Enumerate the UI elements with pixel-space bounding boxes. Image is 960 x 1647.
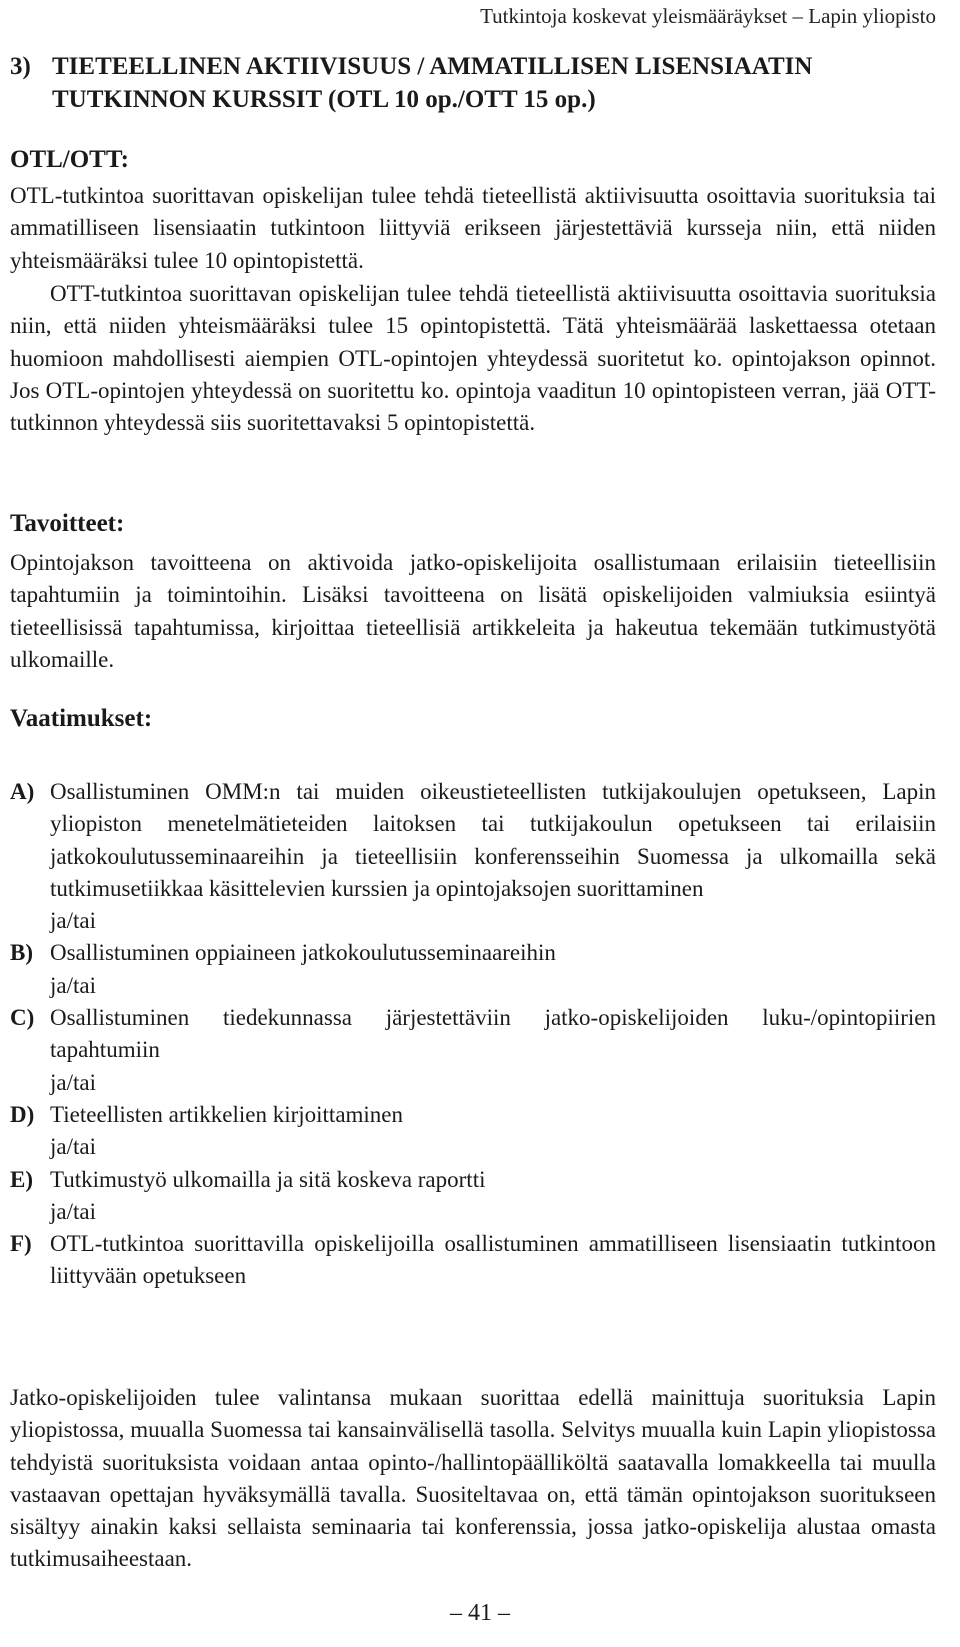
requirement-item-e (10, 1164, 936, 1196)
requirement-letter: A) (10, 779, 35, 804)
requirement-item-d (10, 1099, 936, 1131)
requirement-letter: E) (10, 1166, 33, 1192)
requirements-list (10, 776, 936, 1293)
conjunction: ja/tai (50, 1069, 96, 1095)
conjunction: ja/tai (50, 972, 96, 998)
requirement-item-c (10, 1002, 936, 1067)
closing-paragraph: Jatko-opiskelijoiden tulee valintansa mukaan suorittaa edellä mainittuja suorituksia Lapin yliopistossa, muualla Suomessa tai kansainvälisellä tasolla. Selvitys muualla kuin Lapin yliopistossa tehdyistä suorituksista voidaan antaa opinto-/hallintopäälliköltä saatavalla lomakkeella tai muulla vastaavan opettajan hyväksymällä tavalla. Suositeltavaa on, että tämän opintojakson suoritukseen sisältyy ainakin kaksi sellaista seminaaria tai konferenssia, jossa jatko-opiskelija alustaa omasta tutkimusaiheestaan. (10, 1385, 936, 1572)
requirement-text: OTL-tutkintoa suorittavilla opiskelijoilla osallistuminen ammatilliseen lisensiaatin tutkintoon liittyvään opetukseen (50, 1231, 936, 1289)
requirement-item-a (10, 776, 936, 905)
goals-heading: Tavoitteet: (10, 510, 125, 537)
goals-paragraph: Opintojakson tavoitteena on aktivoida jatko-opiskelijoita osallistumaan erilaisiin tieteellisiin tapahtumiin ja toimintoihin. Lisäksi tavoitteena on lisätä opiskelijoiden valmiuksia esiintyä tieteellisissä tapahtumissa, kirjoittaa tieteellisiä artikkeleita ja hakeutua tekemään tutkimustyötä ulkomaille. (10, 550, 936, 672)
conjunction: ja/tai (50, 908, 96, 934)
requirement-letter: D) (10, 1101, 35, 1127)
requirement-text: Osallistuminen tiedekunnassa järjestettäviin jatko-opiskelijoiden luku-/opintopiirien tapahtumiin (50, 1005, 936, 1063)
section-heading (10, 50, 930, 116)
requirement-text: Tieteellisten artikkelien kirjoittaminen (50, 1101, 404, 1127)
page-number: – 41 – (450, 1600, 510, 1626)
requirements-heading: Vaatimukset: (10, 705, 153, 732)
ott-paragraph: OTT-tutkintoa suorittavan opiskelijan tulee tehdä tieteellistä aktiivisuutta osoittavia suorituksia niin, että niiden yhteismääräksi tulee 15 opintopistettä. Tätä yhteismäärää laskettaessa otetaan huomioon mahdollisesti aiempien OTL-opintojen yhteydessä suoritetut ko. opintojakson opinnot. Jos OTL-opintojen yhteydessä on suoritettu ko. opintoja vaaditun 10 opintopisteen verran, jää OTT-tutkinnon yhteydessä siis suoritettavaksi 5 opintopistettä. (10, 281, 936, 436)
requirement-text: Osallistuminen oppiaineen jatkokoulutusseminaareihin (50, 940, 556, 966)
requirement-item-f (10, 1228, 936, 1293)
requirement-text: Osallistuminen OMM:n tai muiden oikeustieteellisten tutkijakoulujen opetukseen, Lapin yliopiston menetelmätieteiden laitoksen tai tutkijakoulun opetukseen tai erilaisiin jatkokoulutusseminaareihin ja tieteellisiin konferensseihin Suomessa ja ulkomailla sekä tutkimusetiikkaa käsittelevien kurssien ja opintojaksojen suorittaminen (50, 779, 936, 901)
section-title: TIETEELLINEN AKTIIVISUUS / AMMATILLISEN LISENSIAATIN TUTKINNON KURSSIT (OTL 10 op./OTT 15 op.) (52, 53, 813, 113)
otl-ott-heading: OTL/OTT: (10, 146, 130, 173)
conjunction: ja/tai (50, 1134, 96, 1160)
requirement-letter: F) (10, 1231, 32, 1257)
requirement-letter: C) (10, 1005, 35, 1031)
requirement-item-b (10, 937, 936, 969)
requirement-text: Tutkimustyö ulkomailla ja sitä koskeva raportti (50, 1166, 486, 1192)
requirement-letter: B) (10, 940, 33, 966)
section-number: 3) (10, 53, 31, 80)
conjunction: ja/tai (50, 1198, 96, 1224)
running-header: Tutkintoja koskevat yleismääräykset – Lapin yliopisto (480, 4, 936, 28)
otl-paragraph: OTL-tutkintoa suorittavan opiskelijan tulee tehdä tieteellistä aktiivisuutta osoittavia suorituksia tai ammatilliseen lisensiaatin tutkintoon liittyviä erikseen järjestettäviä kursseja niin, että niiden yhteismääräksi tulee 10 opintopistettä. (10, 183, 936, 273)
